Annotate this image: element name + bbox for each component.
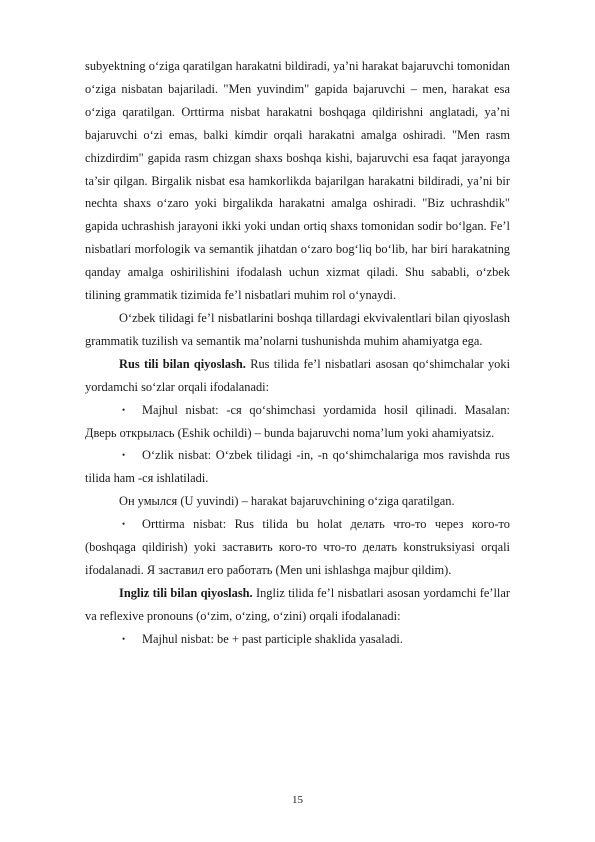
list-item-text: Majhul nisbat: -ся qo‘shimchasi yordamida hosil qilinadi. Masalan: Дверь открылась (Eshik ochildi) – bunda bajaruvchi noma’lum yoki ahamiyatsiz.: [85, 402, 510, 440]
english-comparison-text: Ingliz tilida fe’l nisbatlari asosan yordamchi fe’llar va reflexive pronouns (o‘zim, o‘zing, o‘zini) orqali ifodalanadi:: [85, 585, 510, 623]
list-item-passive-english: [85, 628, 510, 651]
list-item-causative-russian: [85, 513, 510, 582]
page-number: 15: [292, 794, 303, 806]
list-item-text: Majhul nisbat: be + past participle shaklida yasaladi.: [142, 631, 403, 646]
bullet-icon: •: [122, 633, 126, 644]
heading-russian-comparison: Rus tili bilan qiyoslash.: [119, 356, 246, 371]
bullet-icon: •: [122, 450, 126, 461]
list-item-passive-russian: [85, 399, 510, 445]
paragraph-comparison-intro: O‘zbek tilidagi fe’l nisbatlarini boshqa tillardagi ekvivalentlari bilan qiyoslash grammatik tuzilish va semantik ma’nolarni tushunishda muhim ahamiyatga ega.: [85, 310, 510, 348]
paragraph-english-comparison: [85, 582, 510, 628]
list-item-reflexive-russian: [85, 444, 510, 490]
bullet-icon: •: [122, 404, 126, 415]
russian-comparison-text: Rus tilida fe’l nisbatlari asosan qo‘shimchalar yoki yordamchi so‘zlar orqali ifodalanadi:: [85, 356, 511, 394]
bullet-icon: •: [122, 519, 126, 530]
paragraph-russian-comparison: [85, 353, 510, 399]
heading-english-comparison: Ingliz tili bilan qiyoslash.: [119, 585, 253, 600]
page-body: [85, 55, 510, 651]
list-item-text: O‘zlik nisbat: O‘zbek tilidagi -in, -n qo‘shimchalariga mos ravishda rus tilida ham -ся ishlatiladi.: [85, 448, 510, 486]
paragraph-reflexive-example: Он умылся (U yuvindi) – harakat bajaruvchining o‘ziga qaratilgan.: [119, 494, 455, 509]
paragraph-voice-types: subyektning o‘ziga qaratilgan harakatni bildiradi, ya’ni harakat bajaruvchi tomonidan o‘ziga nisbatan bajariladi. "Men yuvindim" gapida bajaruvchi – men, harakat esa o‘ziga qaratilgan. Orttirma nisbat harakatni boshqaga qildirishni anglatadi, ya’ni bajaruvchi o‘zi emas, balki kimdir orqali harakatni amalga oshiradi. "Men rasm chizdirdim" gapida rasm chizgan shaxs boshqa kishi, bajaruvchi esa faqat jarayonga ta’sir qilgan. Birgalik nisbat esa hamkorlikda bajarilgan harakatni bildiradi, ya’ni bir nechta shaxs o‘zaro yoki birgalikda harakatni amalga oshiradi. "Biz uchrashdik" gapida uchrashish jarayoni ikki yoki undan ortiq shaxs tomonidan sodir bo‘lgan. Fe’l nisbatlari morfologik va semantik jihatdan o‘zaro bog‘liq bo‘lib, har biri harakatning qanday amalga oshirilishini ifodalash uchun xizmat qiladi. Shu sababli, o‘zbek tilining grammatik tizimida fe’l nisbatlari muhim rol o‘ynaydi.: [85, 59, 510, 303]
list-item-text: Orttirma nisbat: Rus tilida bu holat делать что-то через кого-то (boshqaga qildirish) yoki заставить кого-то что-то делать konstruksiyasi orqali ifodalanadi. Я заставил его работать (Men uni ishlashga majbur qildim).: [85, 517, 510, 577]
